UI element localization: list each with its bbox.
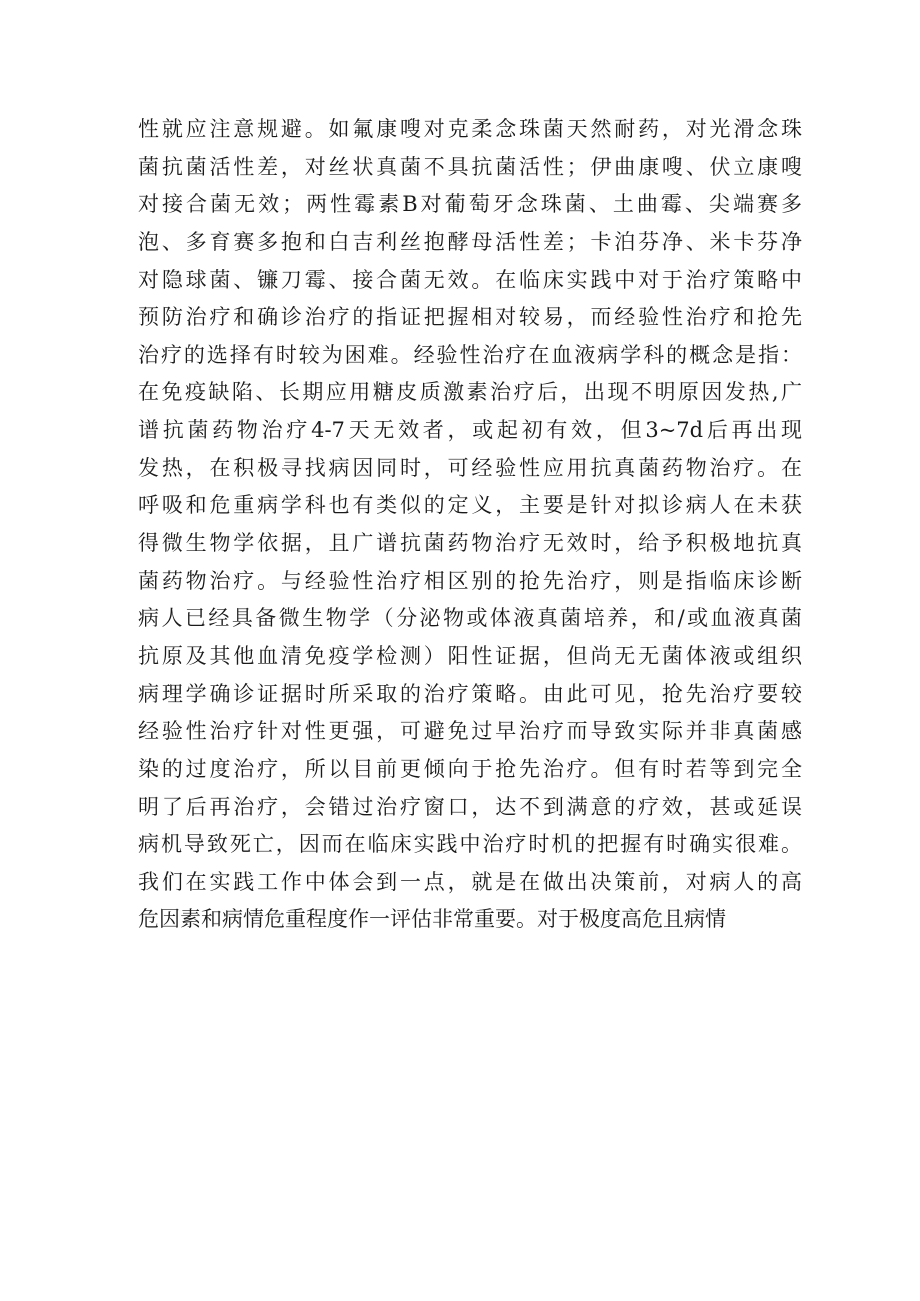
text-line: 对隐球菌、镰刀霉、接合菌无效。在临床实践中对于治疗策略中 [138,267,802,292]
text-line: 发热，在积极寻找病因同时，可经验性应用抗真菌药物治疗。在 [138,455,802,480]
text-line: 明了后再治疗，会错过治疗窗口，达不到满意的疗效，甚或延误 [138,794,802,819]
text-line: 对接合菌无效；两性霉素B对葡萄牙念珠菌、土曲霉、尖端赛多 [138,192,802,217]
text-line: 泡、多育赛多抱和白吉利丝抱酵母活性差；卡泊芬净、米卡芬净 [138,229,802,254]
text-line: 预防治疗和确诊治疗的指证把握相对较易，而经验性治疗和抢先 [138,305,802,330]
text-line: 我们在实践工作中体会到一点，就是在做出决策前，对病人的高 [138,869,802,894]
text-line: 病理学确诊证据时所采取的治疗策略。由此可见，抢先治疗要较 [138,681,802,706]
text-line: 病机导致死亡，因而在临床实践中治疗时机的把握有时确实很难。 [138,832,802,857]
text-line: 菌药物治疗。与经验性治疗相区别的抢先治疗，则是指临床诊断 [138,568,802,593]
text-line: 得微生物学依据，且广谱抗菌药物治疗无效时，给予积极地抗真 [138,531,802,556]
text-line: 病人已经具备微生物学（分泌物或体液真菌培养，和/或血液真菌 [138,606,802,631]
text-line: 染的过度治疗，所以目前更倾向于抢先治疗。但有时若等到完全 [138,756,802,781]
text-line: 性就应注意规避。如氟康嗖对克柔念珠菌天然耐药，对光滑念珠 [138,117,802,141]
text-line: 抗原及其他血清免疫学检测）阳性证据，但尚无无菌体液或组织 [138,643,802,668]
text-line: 菌抗菌活性差，对丝状真菌不具抗菌活性；伊曲康嗖、伏立康嗖 [138,154,802,179]
text-line: 谱抗菌药物治疗4-7天无效者，或起初有效，但3~7d后再出现 [138,418,802,443]
text-line: 呼吸和危重病学科也有类似的定义，主要是针对拟诊病人在未获 [138,493,802,518]
text-line: 在免疫缺陷、长期应用糖皮质激素治疗后，出现不明原因发热,广 [138,380,802,405]
text-line: 治疗的选择有时较为困难。经验性治疗在血液病学科的概念是指： [138,342,802,367]
text-line: 经验性治疗针对性更强，可避免过早治疗而导致实际并非真菌感 [138,719,802,744]
text-line: 危因素和病情危重程度作一评估非常重要。对于极度高危且病情 [138,907,726,932]
body-paragraph [138,111,802,939]
